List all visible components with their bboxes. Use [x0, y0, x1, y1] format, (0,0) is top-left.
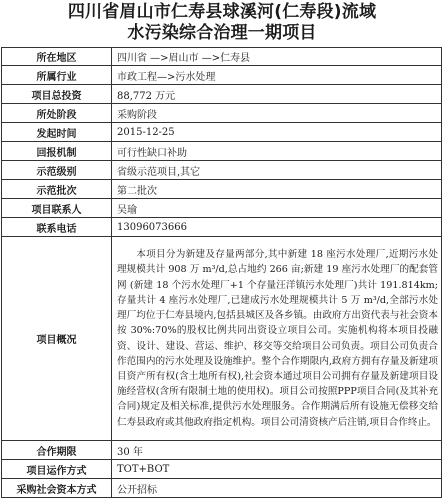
table-row-phone [2, 218, 442, 237]
title-line-1: 四川省眉山市仁寿县球溪河(仁寿段)流域 [67, 2, 377, 22]
table-row-procurement [2, 479, 442, 498]
table-row-industry [2, 66, 442, 85]
table-row-contact [2, 199, 442, 218]
operation-mode-label: 项目运作方式 [2, 460, 112, 479]
phone-label: 联系电话 [2, 218, 112, 237]
procurement-label: 采购社会资本方式 [2, 479, 112, 498]
contact-label: 项目联系人 [2, 199, 112, 218]
overview-value [112, 237, 442, 441]
industry-value: 市政工程—>污水处理 [112, 66, 442, 85]
demo-level-label: 示范级别 [2, 161, 112, 180]
table-row-start-date [2, 123, 442, 142]
demo-batch-value: 第二批次 [112, 180, 442, 199]
table-row-stage [2, 104, 442, 123]
project-info-table [1, 47, 442, 498]
start-date-label: 发起时间 [2, 123, 112, 142]
stage-label: 所处阶段 [2, 104, 112, 123]
document-title [0, 0, 444, 44]
table-row-investment [2, 85, 442, 104]
table-row-overview [2, 237, 442, 441]
overview-label: 项目概况 [2, 237, 112, 441]
table-row-term [2, 441, 442, 460]
table-row-demo-level [2, 161, 442, 180]
title-line-2: 水污染综合治理一期项目 [127, 23, 317, 43]
stage-value: 采购阶段 [112, 104, 442, 123]
contact-value: 吴瑜 [112, 199, 442, 218]
table-row-operation-mode [2, 460, 442, 479]
term-value: 30 年 [112, 441, 442, 460]
table-row-return-mechanism [2, 142, 442, 161]
investment-value: 88,772 万元 [112, 85, 442, 104]
region-label: 所在地区 [2, 48, 112, 66]
demo-level-value: 省级示范项目,其它 [112, 161, 442, 180]
overview-text: 本项目分为新建及存量两部分,其中新建 18 座污水处理厂,近期污水处理规模共计 908 万 m³/d,总占地约 266 亩;新建 19 座污水处理厂的配套管网 (新建 18 个污水处理厂+1 个存量汪洋镇污水处理厂)共计 191.814km;存量共计 4 座污水处理厂,已建成污水处理规模共计 5 万 m³/d,全部污水处理厂均位于仁寿县境内,包括县城区及各乡镇。由政府方出资代表与社会资本按 30%:70%的股权比例共同出资设立项目公司。实施机构将本项目投融资、设计、建设、营运、维护、移交等交给项目公司负责。项目公司负责合作范围内的污水处理及设施维护。整个合作期限内,政府方拥有存量及新建项目资产所有权(含土地所有权),社会资本通过项目公司拥有存量及新建项目设施经营权(含所有限制土地的使用权)。项目公司按照PPP项目合同(及其补充合同)规定及相关标准,提供污水处理服务。合作期满后所有设施无偿移交给仁寿县政府或其他政府指定机构。项目公司清资核产后注销,项目合作终止。 [117, 249, 438, 428]
phone-value: 13096073666 [112, 218, 442, 237]
operation-mode-value: TOT+BOT [112, 460, 442, 479]
return-mechanism-label: 回报机制 [2, 142, 112, 161]
term-label: 合作期限 [2, 441, 112, 460]
demo-batch-label: 示范批次 [2, 180, 112, 199]
start-date-value: 2015-12-25 [112, 123, 442, 142]
table-row-region [2, 48, 442, 66]
return-mechanism-value: 可行性缺口补助 [112, 142, 442, 161]
investment-label: 项目总投资 [2, 85, 112, 104]
table-row-demo-batch [2, 180, 442, 199]
industry-label: 所属行业 [2, 66, 112, 85]
region-value: 四川省 —>眉山市 —>仁寿县 [112, 48, 442, 66]
procurement-value: 公开招标 [112, 479, 442, 498]
